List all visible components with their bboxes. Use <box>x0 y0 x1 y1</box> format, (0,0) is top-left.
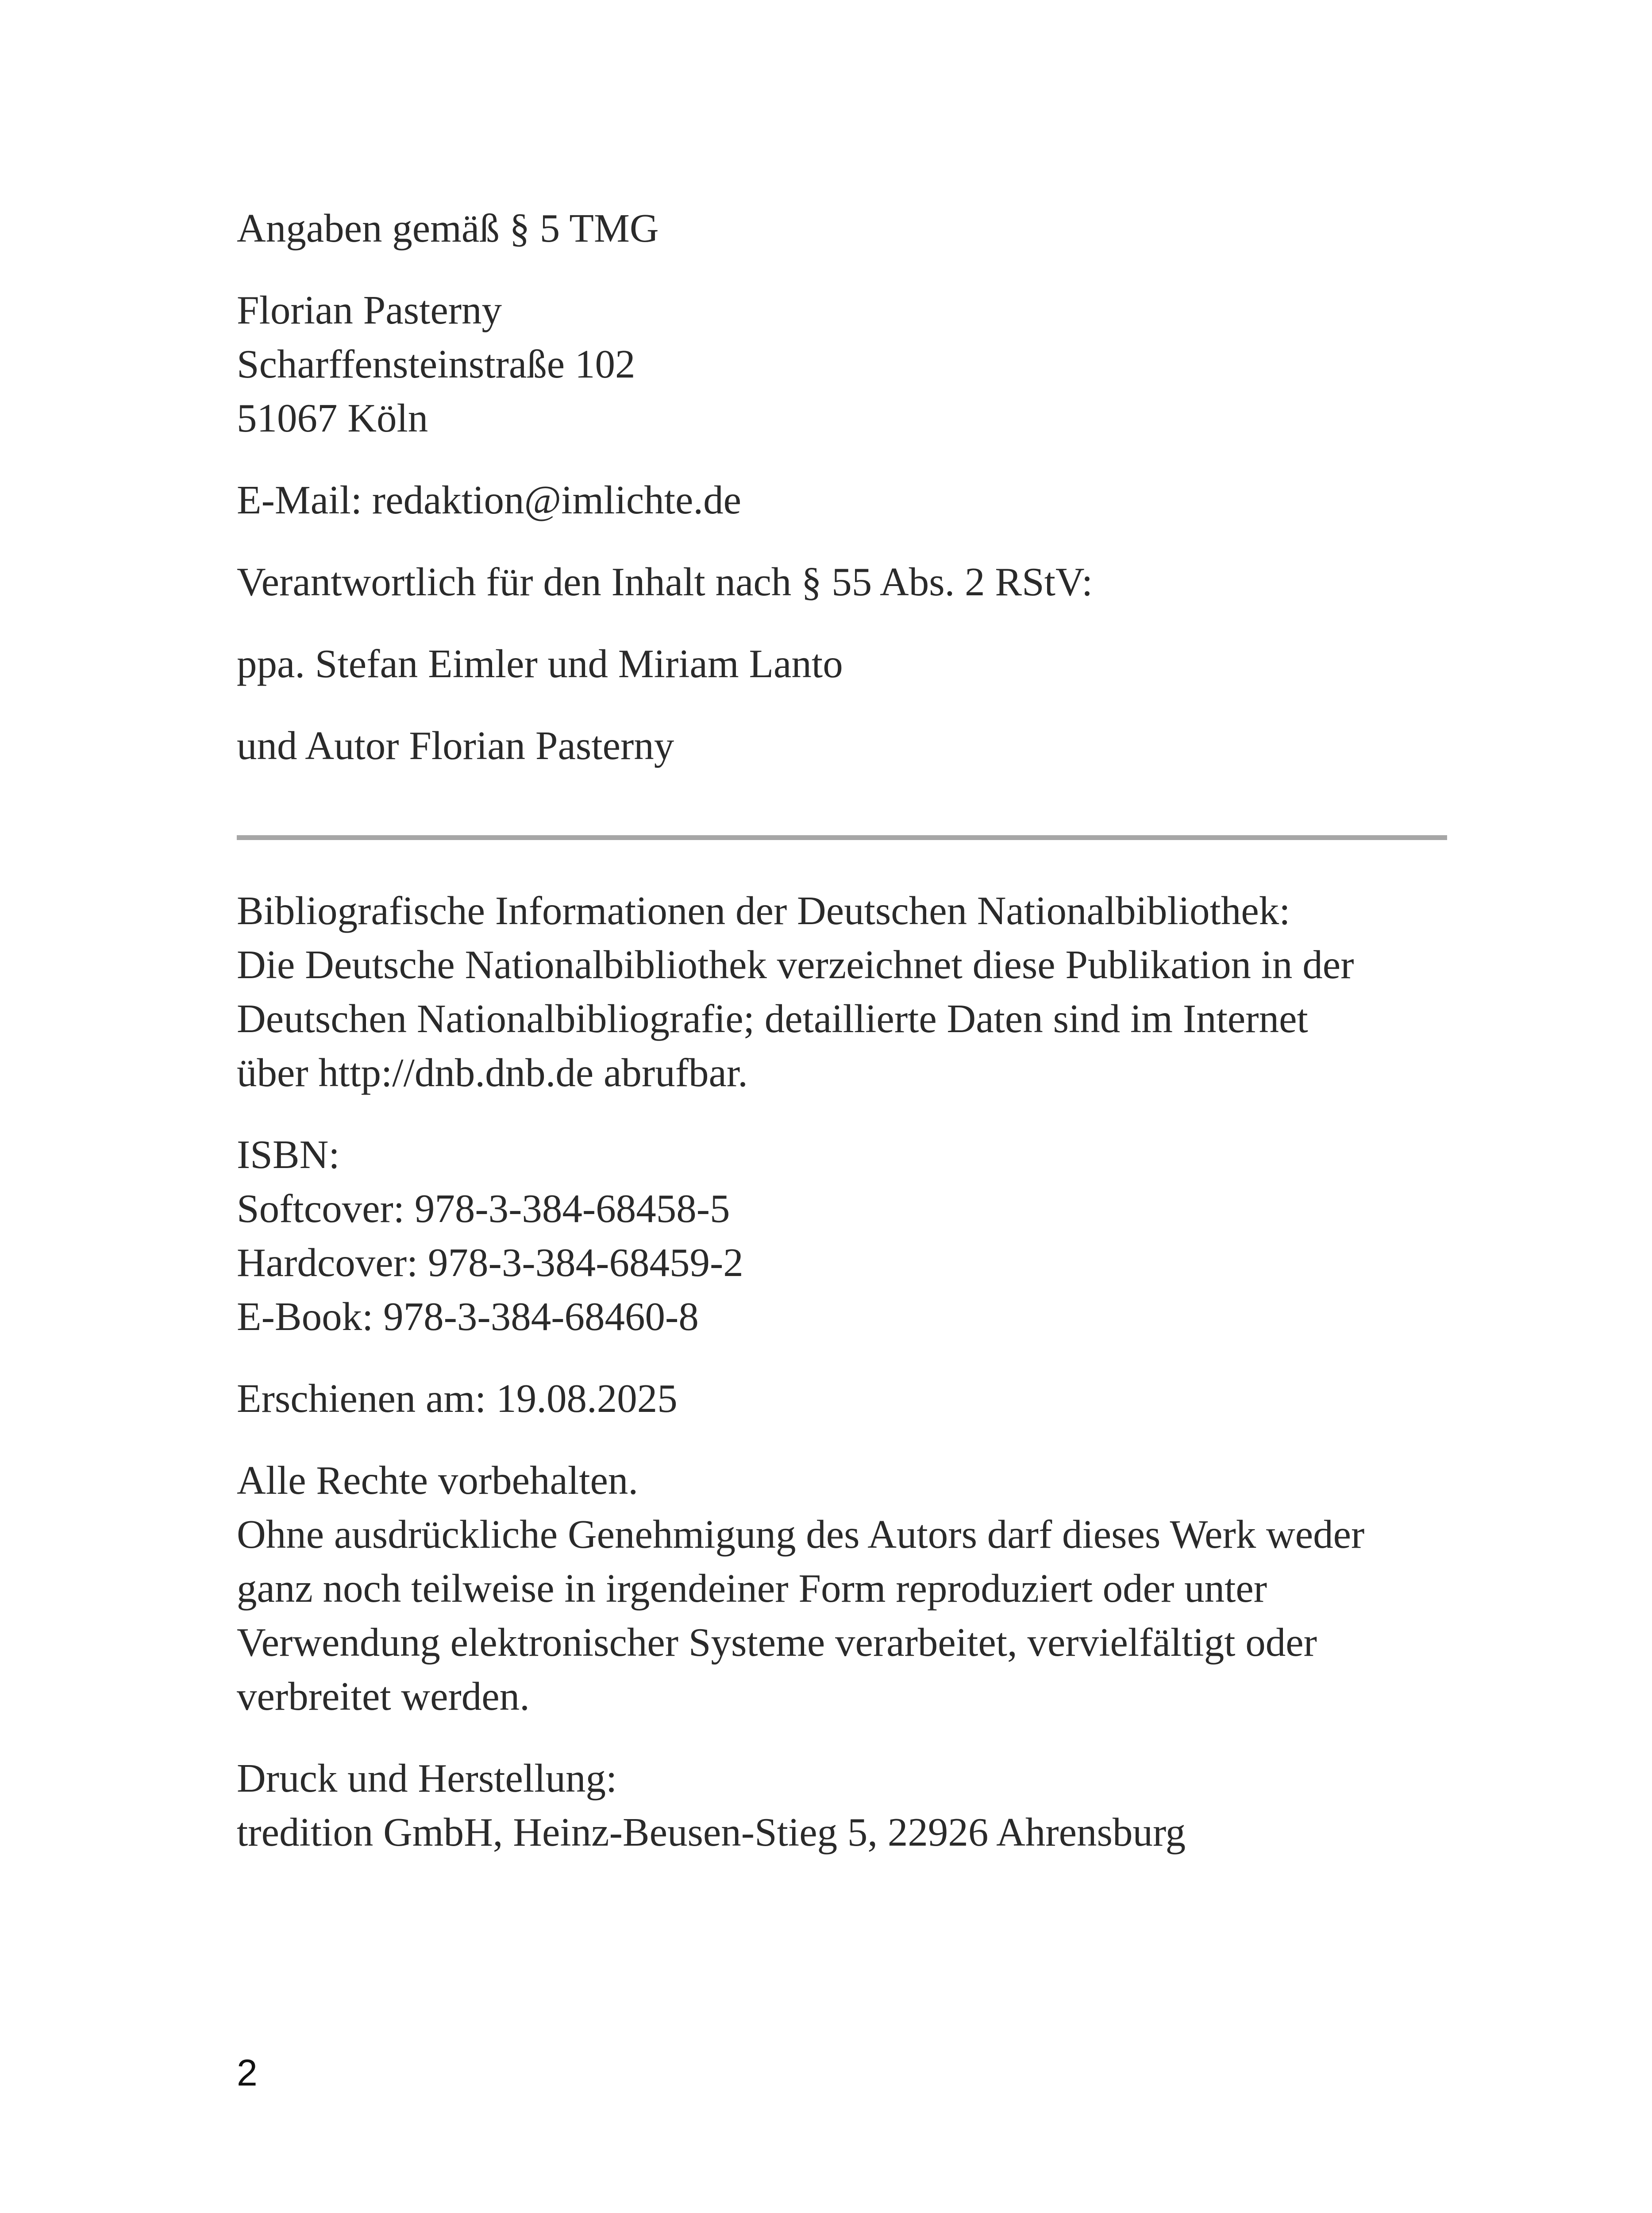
responsible-names-text: ppa. Stefan Eimler und Miriam Lanto <box>237 641 843 686</box>
email-text: E-Mail: redaktion@imlichte.de <box>237 478 742 522</box>
isbn-softcover: Softcover: 978-3-384-68458-5 <box>237 1186 730 1231</box>
isbn-block <box>237 1128 1498 1344</box>
publication-date-text: Erschienen am: 19.08.2025 <box>237 1376 678 1421</box>
isbn-label: ISBN: <box>237 1132 340 1177</box>
imprint-heading <box>237 201 1498 255</box>
publication-info-section <box>237 884 1498 1887</box>
bibliographic-line: über http://dnb.dnb.de abrufbar. <box>237 1050 748 1095</box>
imprint-heading-text: Angaben gemäß § 5 TMG <box>237 206 659 251</box>
isbn-ebook: E-Book: 978-3-384-68460-8 <box>237 1294 699 1339</box>
bibliographic-line: Bibliografische Informationen der Deutschen Nationalbibliothek: <box>237 888 1290 933</box>
bibliographic-line: Deutschen Nationalbibliografie; detaillierte Daten sind im Internet <box>237 996 1308 1041</box>
bibliographic-line: Die Deutsche Nationalbibliothek verzeichnet diese Publikation in der <box>237 942 1354 987</box>
page-number: 2 <box>237 2052 258 2093</box>
imprint-email <box>237 473 1498 527</box>
publication-date <box>237 1372 1498 1426</box>
bibliographic-info <box>237 884 1498 1100</box>
rights-line: ganz noch teilweise in irgendeiner Form reproduziert oder unter <box>237 1566 1267 1611</box>
address-line: 51067 Köln <box>237 396 428 440</box>
rights-line: Ohne ausdrückliche Genehmigung des Autors darf dieses Werk weder <box>237 1512 1365 1557</box>
responsible-author <box>237 719 1498 773</box>
address-line: Scharffensteinstraße 102 <box>237 342 635 386</box>
responsible-author-text: und Autor Florian Pasterny <box>237 723 674 768</box>
imprint-address <box>237 283 1498 445</box>
address-line: Florian Pasterny <box>237 288 502 332</box>
isbn-hardcover: Hardcover: 978-3-384-68459-2 <box>237 1240 743 1285</box>
responsible-names <box>237 637 1498 691</box>
printing-info <box>237 1751 1498 1859</box>
printing-company: tredition GmbH, Heinz-Beusen-Stieg 5, 22926 Ahrensburg <box>237 1810 1186 1854</box>
rights-notice <box>237 1453 1498 1723</box>
rights-line: Alle Rechte vorbehalten. <box>237 1458 639 1503</box>
imprint-section <box>237 201 1498 801</box>
responsible-heading-text: Verantwortlich für den Inhalt nach § 55 Abs. 2 RStV: <box>237 559 1093 604</box>
section-divider <box>237 835 1447 840</box>
rights-line: verbreitet werden. <box>237 1674 530 1719</box>
printing-label: Druck und Herstellung: <box>237 1756 617 1800</box>
rights-line: Verwendung elektronischer Systeme verarbeitet, vervielfältigt oder <box>237 1620 1317 1665</box>
responsible-heading <box>237 555 1498 609</box>
